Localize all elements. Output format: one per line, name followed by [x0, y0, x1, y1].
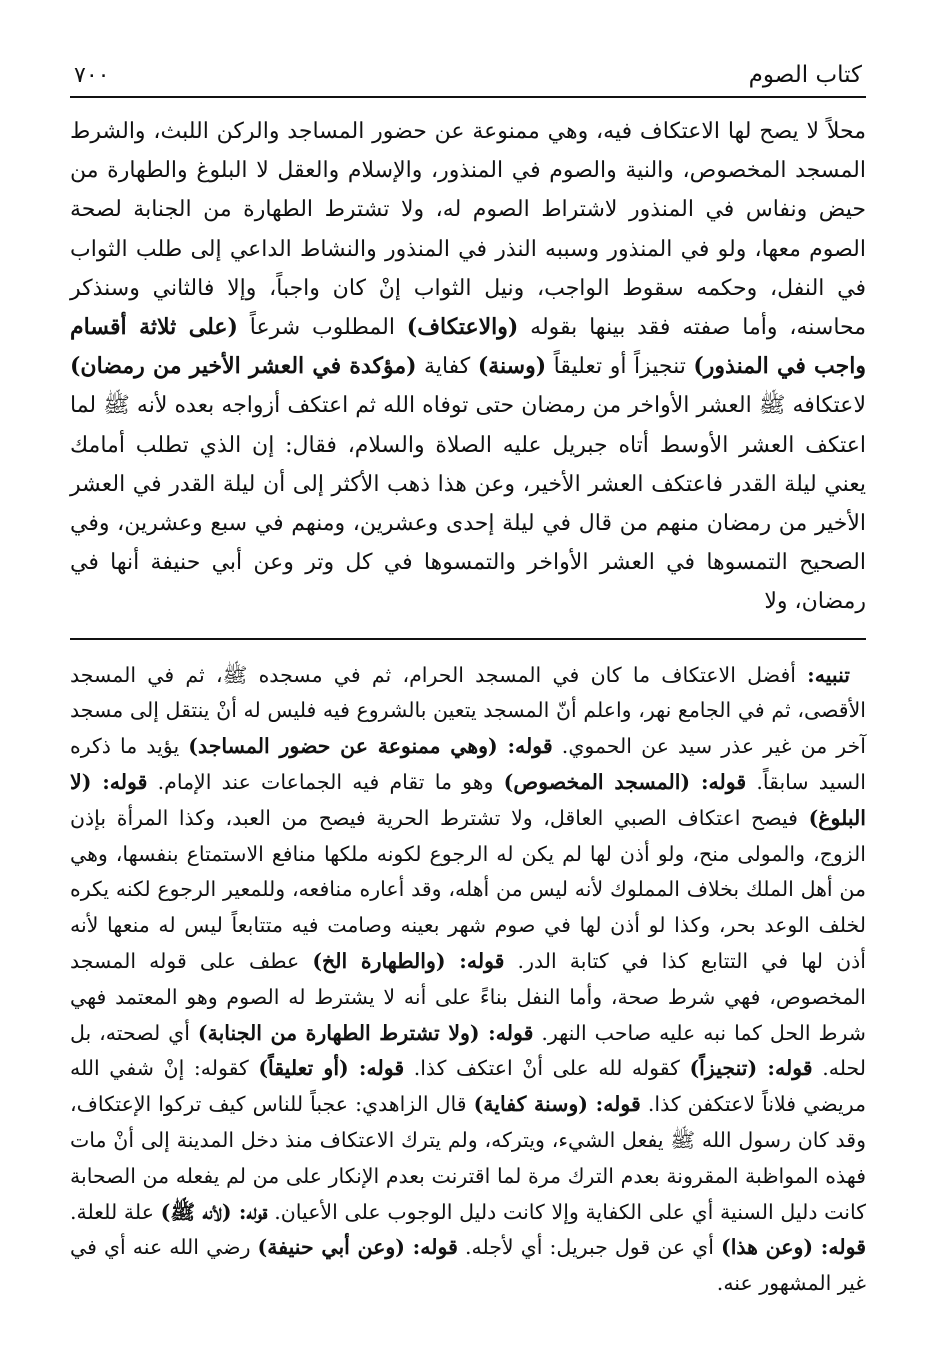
- bold-phrase: (على ثلاثة أقسام واجب في المنذور): [70, 314, 866, 380]
- book-title: كتاب الصوم: [748, 62, 862, 88]
- bold-phrase: (وسنة): [477, 353, 547, 380]
- note-text-run: كقوله: إنْ شفي الله مريضي فلاناً لاعتكفن كذا.: [70, 1056, 866, 1117]
- note-quote: قوله: (أو تعليقاً): [258, 1056, 405, 1081]
- note-quote: قوله: (وسنة كفاية): [473, 1092, 641, 1117]
- note-text-run: كقوله لله على أنْ اعتكف كذا.: [404, 1056, 690, 1081]
- page-number: ٧٠٠: [74, 63, 110, 88]
- main-text-run: المطلوب شرعاً: [237, 315, 407, 341]
- note-text-run: أي لصحته، بل لحله.: [70, 1020, 866, 1081]
- note-quote: قوله: (تنجيزاً): [689, 1056, 813, 1081]
- note-text-run: عطف على قوله المسجد المخصوص، فهي شرط صحة، وأما النفل بناءً على أنه لا يشترط له الصوم وهو المعتمد فهي شرط الحل كما نبه عليه صاحب النهر.: [70, 949, 866, 1045]
- main-text: [70, 112, 866, 622]
- note-text-run: علة للعلة.: [70, 1199, 161, 1224]
- note-quote: قوله: (ولا تشترط الطهارة من الجنابة): [197, 1020, 534, 1045]
- main-text-run: لاعتكافه ﷺ العشر الأواخر من رمضان حتى توفاه الله ثم اعتكف أزواجه بعده لأنه ﷺ لما اعتكف العشر الأوسط أتاه جبريل عليه الصلاة والسلام، فقال: إن الذي تطلب أمامك يعني ليلة القدر فاعتكف العشر الأخير، وعن هذا ذهب الأكثر إلى أن ليلة القدر في العشر الأخير من رمضان منهم من قال في ليلة إحدى وعشرين، ومنهم في سبع وعشرين، وفي الصحيح التمسوها في العشر الأواخر والتمسوها في كل وتر وعن أبي حنيفة أنها في رمضان، ولا: [70, 393, 866, 615]
- note-label: تنبيه:: [807, 662, 850, 687]
- main-text-run: كفاية: [416, 354, 478, 380]
- note-quote: قوله: (وعن هذا): [721, 1235, 866, 1260]
- footnote-divider: [70, 638, 866, 640]
- bold-phrase: (مؤكدة في العشر الأخير من رمضان): [70, 353, 417, 380]
- note-text-run: رضي الله عنه أي في غير المشهور عنه.: [70, 1235, 866, 1296]
- note-text-run: وهو ما تقام فيه الجماعات عند الإمام.: [147, 770, 504, 795]
- note-text-run: أي عن قول جبريل: أي لأجله.: [457, 1235, 721, 1260]
- main-text-run: تنجيزاً أو تعليقاً: [546, 354, 694, 380]
- bold-phrase: (والاعتكاف): [406, 314, 519, 341]
- main-paragraph: [70, 112, 866, 622]
- footnotes: [70, 658, 866, 1302]
- page: [70, 54, 866, 1344]
- main-text-run: محلاً لا يصح لها الاعتكاف فيه، وهي ممنوعة عن حضور المساجد والركن اللبث، والشرط المسجد المخصوص، والنية والصوم في المنذور، والإسلام والعقل لا البلوغ والطهارة من حيض ونفاس في المنذور لاشتراط الصوم له، ولا تشترط الطهارة من الجنابة لصحة الصوم معها، ولو في المنذور وسببه النذر في المنذور والنشاط الداعي إلى طلب الثواب في النفل، وحكمه سقوط الواجب، ونيل الثواب إنْ كان واجباً، وإلا فالثاني وسنذكر محاسنه، وأما صفته فقد بينها بقوله: [70, 119, 867, 341]
- note-text-run: أفضل الاعتكاف ما كان في المسجد الحرام، ثم في مسجده ﷺ، ثم في المسجد الأقصى، ثم في الجامع نهر، واعلم أنّ المسجد يتعين بالشروع فيه فليس له أنْ ينتقل إلى مسجد آخر من غير عذر سيد عن الحموي.: [70, 662, 866, 759]
- footnote-paragraph: [70, 658, 866, 1302]
- note-text-run: يؤيد ما ذكره السيد سابقاً.: [70, 734, 866, 795]
- page-header: [70, 54, 866, 98]
- note-quote: قوله: (وعن أبي حنيفة): [257, 1235, 458, 1260]
- note-quote: قوله: (لأنه ﷺ): [160, 1199, 268, 1224]
- note-text-run: قال الزاهدي: عجباً للناس كيف تركوا الإعتكاف، وقد كان رسول الله ﷺ يفعل الشيء، ويتركه، ولم يترك الاعتكاف منذ دخل المدينة إلى أنْ مات فهذه المواظبة المقرونة بعدم الترك مرة لما اقترنت بعدم الإنكار على من لم يفعله من الصحابة كانت دليل السنية أي على الكفاية وإلا كانت دليل الوجوب على الأعيان.: [70, 1092, 866, 1224]
- note-quote: قوله: (لا البلوغ): [70, 770, 866, 830]
- note-quote: قوله: (المسجد المخصوص): [503, 770, 747, 795]
- note-quote: قوله: (وهي ممنوعة عن حضور المساجد): [188, 734, 553, 759]
- note-quote: قوله: (والطهارة الخ): [312, 949, 505, 974]
- note-text-run: فيصح اعتكاف الصبي العاقل، ولا تشترط الحرية فيصح من العبد، وكذا المرأة بإذن الزوج، والمولى منح، ولو أذن لها لم يكن له الرجوع لكونه ملكها منافع الاستمتاع بنفسها، وهي من أهل الملك بخلاف المملوك لأنه ليس من أهله، وقد أعاره منافعه، وللمعير الرجوع لكنه يكره لخلف الوعد بحر، وكذا لو أذن لها في صوم شهر بعينه وصامت فيه متتابعاً ليس له منعها لأنه أذن لها في التتابع كذا في كتابة الدر.: [70, 805, 866, 974]
